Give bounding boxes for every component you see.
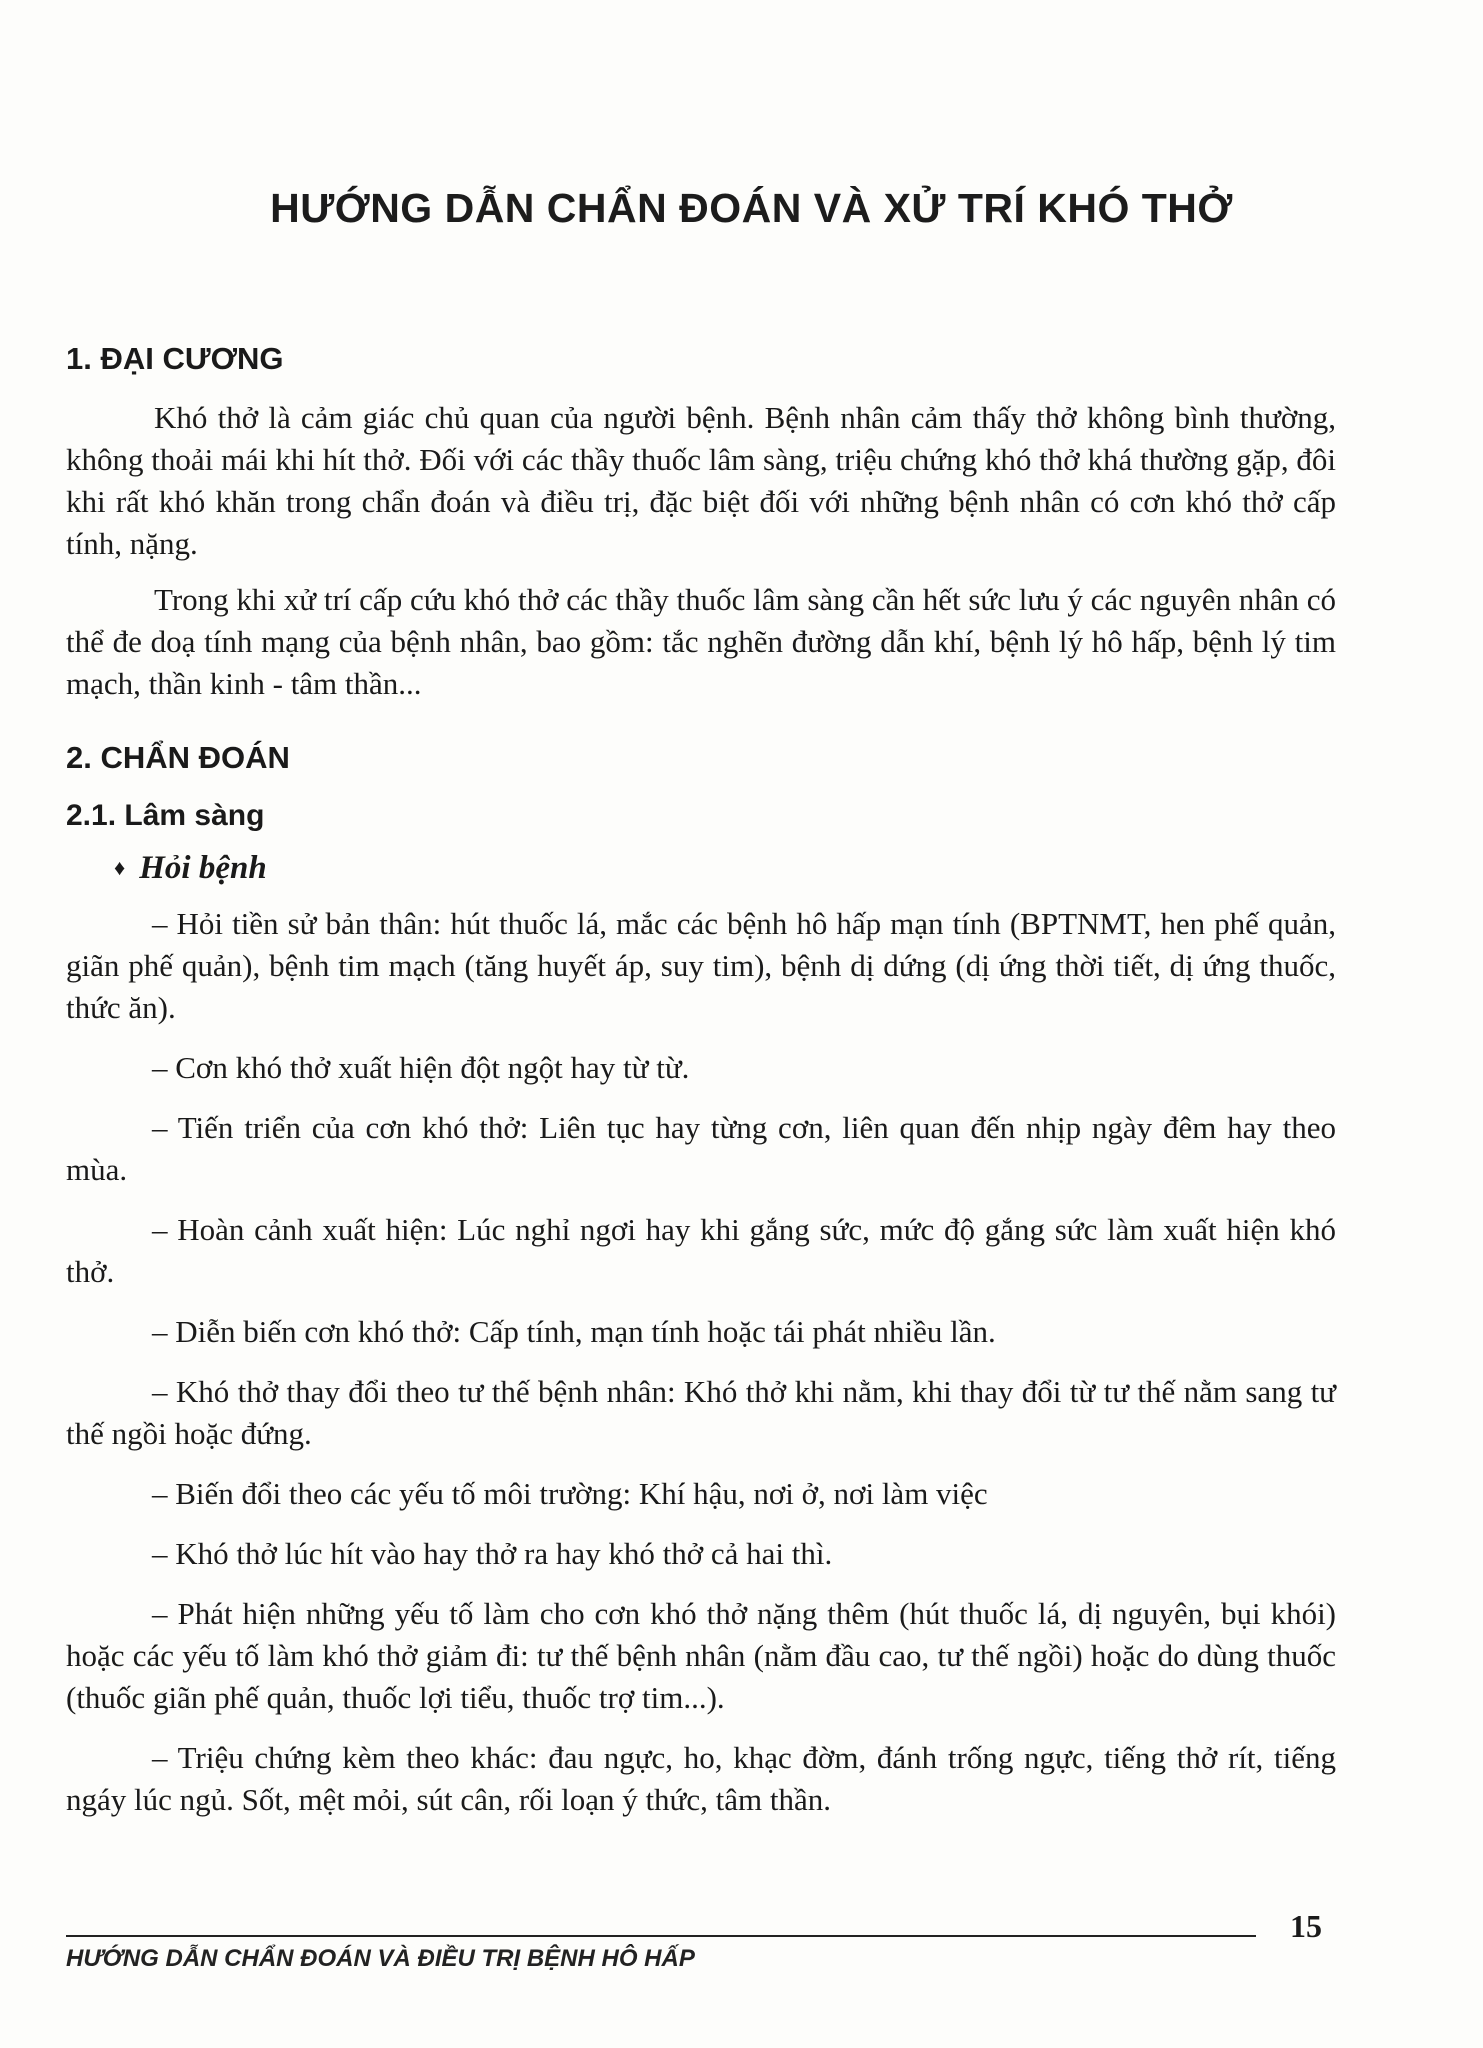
list-item: – Khó thở thay đổi theo tư thế bệnh nhân: Khó thở khi nằm, khi thay đổi từ tư thế nằm sang tư thế ngồi hoặc đứng. [66,1374,1336,1452]
bullet-heading-label: Hỏi bệnh [139,849,267,886]
list-item: – Tiến triển của cơn khó thở: Liên tục hay từng cơn, liên quan đến nhịp ngày đêm hay theo mùa. [66,1110,1336,1188]
section-heading-diagnosis: 2. CHẨN ĐOÁN [66,739,290,775]
list-item: – Diễn biến cơn khó thở: Cấp tính, mạn tính hoặc tái phát nhiều lần. [152,1314,996,1350]
subsection-heading-clinical: 2.1. Lâm sàng [66,798,265,832]
bullet-heading-history [114,847,1336,890]
section-heading-general: 1. ĐẠI CƯƠNG [66,341,284,376]
list-item: – Biến đổi theo các yếu tố môi trường: Khí hậu, nơi ở, nơi làm việc [152,1476,988,1512]
list-item: – Hỏi tiền sử bản thân: hút thuốc lá, mắc các bệnh hô hấp mạn tính (BPTNMT, hen phế quản, giãn phế quản), bệnh tim mạch (tăng huyết áp, suy tim), bệnh dị dứng (dị ứng thời tiết, dị ứng thuốc, thức ăn). [66,906,1336,1026]
page-title: HƯỚNG DẪN CHẨN ĐOÁN VÀ XỬ TRÍ KHÓ THỞ [270,185,1233,231]
footer-divider [66,1935,1256,1937]
page-body [66,340,1336,1839]
list-item: – Triệu chứng kèm theo khác: đau ngực, ho, khạc đờm, đánh trống ngực, tiếng thở rít, tiếng ngáy lúc ngủ. Sốt, mệt mỏi, sút cân, rối loạn ý thức, tâm thần. [66,1740,1336,1818]
list-item: – Phát hiện những yếu tố làm cho cơn khó thở nặng thêm (hút thuốc lá, dị nguyên, bụi khói) hoặc các yếu tố làm khó thở giảm đi: tư thế bệnh nhân (nằm đầu cao, tư thế ngồi) hoặc do dùng thuốc (thuốc giãn phế quản, thuốc lợi tiểu, thuốc trợ tim...). [66,1596,1336,1716]
diamond-bullet-icon: ♦ [114,854,126,880]
paragraph: Khó thở là cảm giác chủ quan của người bệnh. Bệnh nhân cảm thấy thở không bình thường, không thoải mái khi hít thở. Đối với các thầy thuốc lâm sàng, triệu chứng khó thở khá thường gặp, đôi khi rất khó khăn trong chẩn đoán và điều trị, đặc biệt đối với những bệnh nhân có cơn khó thở cấp tính, nặng. [66,399,1336,561]
paragraph: Trong khi xử trí cấp cứu khó thở các thầy thuốc lâm sàng cần hết sức lưu ý các nguyên nhân có thể đe doạ tính mạng của bệnh nhân, bao gồm: tắc nghẽn đường dẫn khí, bệnh lý hô hấp, bệnh lý tim mạch, thần kinh - tâm thần... [66,581,1336,701]
footer-book-title: HƯỚNG DẪN CHẨN ĐOÁN VÀ ĐIỀU TRỊ BỆNH HÔ HẤP [66,1945,695,1972]
list-item: – Hoàn cảnh xuất hiện: Lúc nghỉ ngơi hay khi gắng sức, mức độ gắng sức làm xuất hiện khó thở. [66,1212,1336,1290]
list-item: – Khó thở lúc hít vào hay thở ra hay khó thở cả hai thì. [152,1536,833,1572]
list-item: – Cơn khó thở xuất hiện đột ngột hay từ từ. [152,1050,690,1086]
page-number: 15 [1290,1908,1322,1944]
